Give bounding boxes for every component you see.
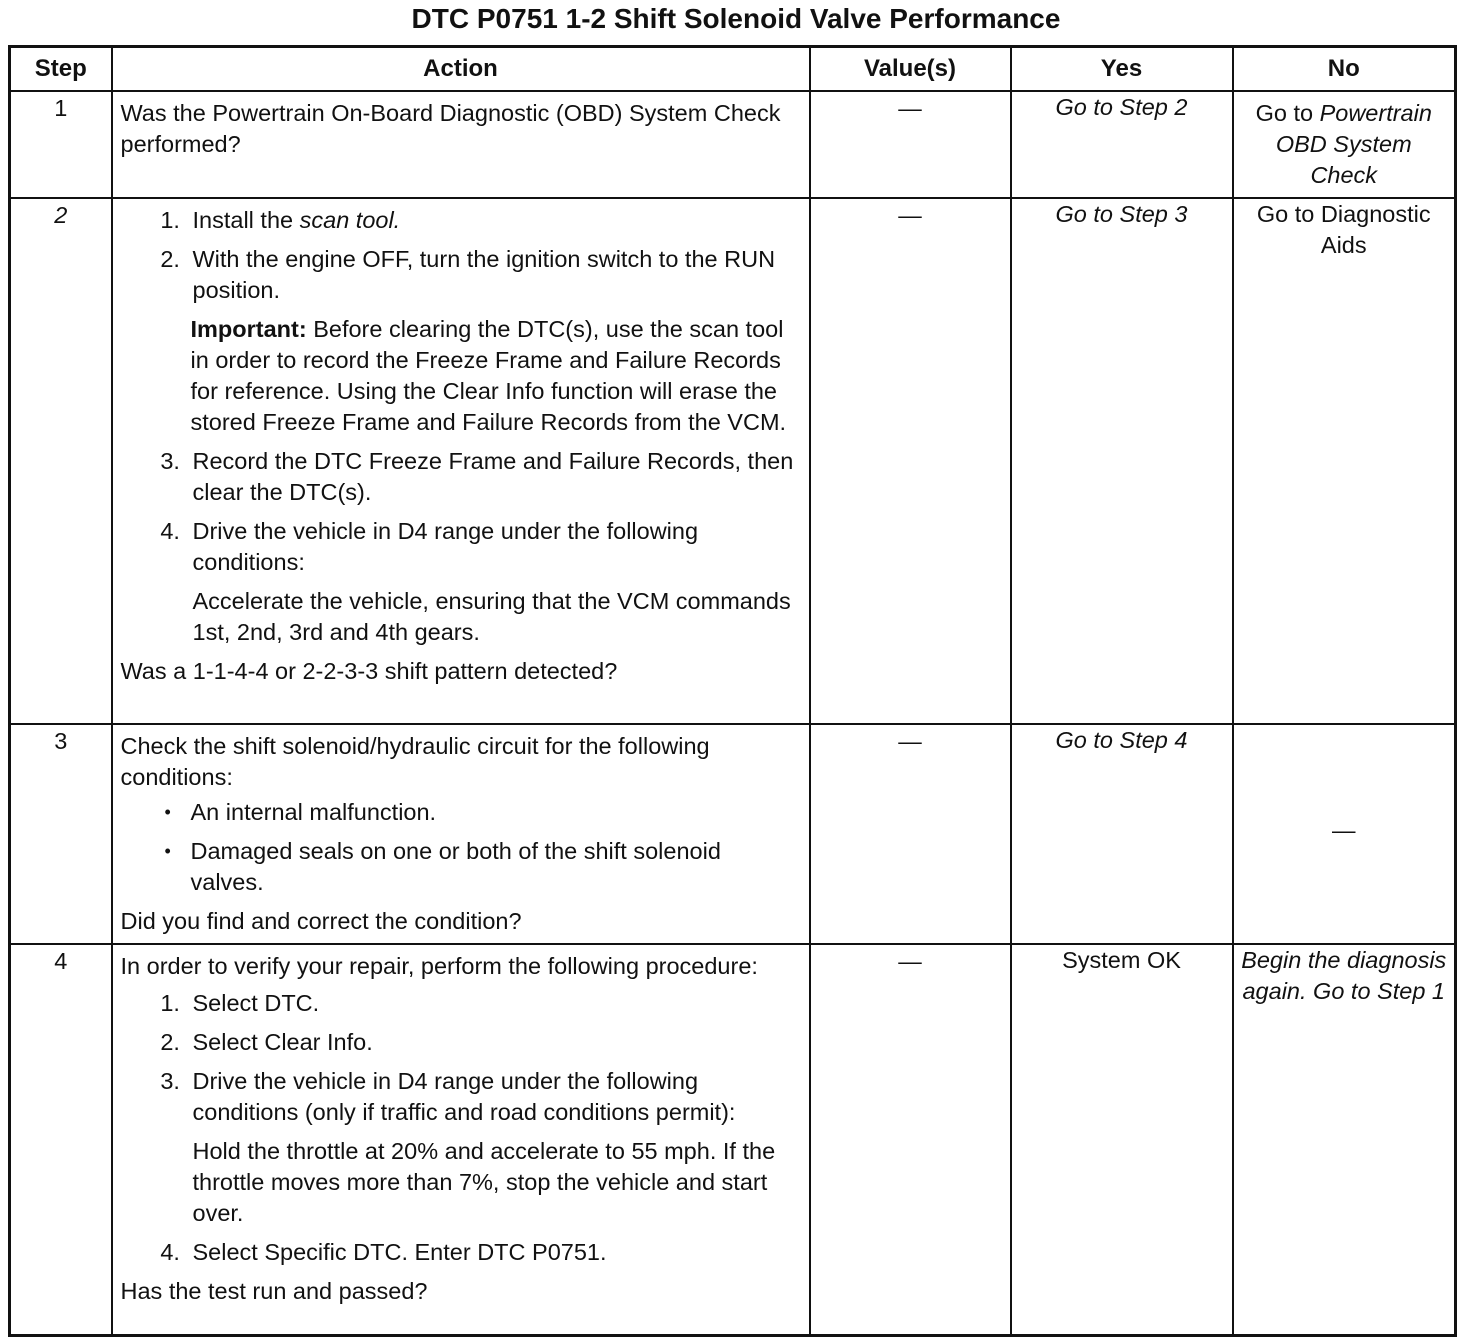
step-row-3: [10, 724, 1456, 944]
value-cell: —: [810, 91, 1011, 198]
step-number: 2: [10, 198, 112, 724]
no-cell: Go to Diagnostic Aids: [1233, 198, 1456, 724]
list-item-text: 3. Drive the vehicle in D4 range under the following conditions (only if traffic and road conditions permit):: [192, 1067, 736, 1125]
action-cell: [112, 91, 810, 198]
header-row: [10, 47, 1456, 91]
no-link: Powertrain OBD System Check: [1275, 99, 1432, 188]
header-step: Step: [10, 47, 112, 91]
yes-cell: System OK: [1011, 944, 1233, 1336]
no-cell: Begin the diagnosis again. Go to Step 1: [1233, 944, 1456, 1336]
action-question: Was a 1-1-4-4 or 2-2-3-3 shift pattern detected?: [120, 657, 618, 684]
header-values: Value(s): [810, 47, 1011, 91]
list-item: 1. Select DTC.: [187, 988, 801, 1019]
action-question: Did you find and correct the condition?: [120, 907, 522, 934]
no-prefix: Go to: [1255, 99, 1314, 126]
list-item: [187, 1066, 801, 1229]
action-question: Was the Powertrain On-Board Diagnostic (OBD) System Check performed?: [120, 99, 781, 157]
action-cell: [112, 198, 810, 724]
step-row-4: [10, 944, 1456, 1336]
action-cell: [112, 724, 810, 944]
value-cell: —: [810, 724, 1011, 944]
scan-tool-term: scan tool.: [299, 206, 401, 233]
step-number: 3: [10, 724, 112, 944]
diagnostic-table: [8, 45, 1457, 1337]
list-item: 2. With the engine OFF, turn the ignition switch to the RUN position.: [187, 244, 801, 306]
procedure-list: [121, 988, 801, 1268]
condition-list: [121, 797, 801, 898]
list-item: • An internal malfunction.: [161, 797, 801, 828]
header-no: No: [1233, 47, 1456, 91]
list-item-subtext: Accelerate the vehicle, ensuring that the VCM commands 1st, 2nd, 3rd and 4th gears.: [192, 587, 791, 645]
list-item: 3. Record the DTC Freeze Frame and Failure Records, then clear the DTC(s).: [187, 446, 801, 508]
action-question: Has the test run and passed?: [120, 1277, 428, 1304]
procedure-list: [121, 446, 801, 648]
list-item: 2. Select Clear Info.: [187, 1027, 801, 1058]
yes-cell: Go to Step 4: [1011, 724, 1233, 944]
list-item-text: 4. Drive the vehicle in D4 range under the following conditions:: [192, 517, 699, 575]
list-item: 4. Select Specific DTC. Enter DTC P0751.: [187, 1237, 801, 1268]
action-cell: [112, 944, 810, 1336]
no-cell: —: [1233, 724, 1456, 944]
step-row-1: [10, 91, 1456, 198]
no-cell: [1233, 91, 1456, 198]
value-cell: —: [810, 198, 1011, 724]
list-item: • Damaged seals on one or both of the shift solenoid valves.: [161, 836, 801, 898]
step-number: 1: [10, 91, 112, 198]
yes-cell: Go to Step 3: [1011, 198, 1233, 724]
list-item: [187, 205, 801, 236]
yes-cell: Go to Step 2: [1011, 91, 1233, 198]
action-intro: Check the shift solenoid/hydraulic circuit for the following conditions:: [120, 732, 710, 790]
list-item-text: Install the: [192, 206, 294, 233]
page-title: DTC P0751 1-2 Shift Solenoid Valve Performance: [411, 3, 1061, 34]
action-intro: In order to verify your repair, perform the following procedure:: [120, 952, 758, 979]
value-cell: —: [810, 944, 1011, 1336]
important-note: [191, 314, 801, 438]
step-row-2: [10, 198, 1456, 724]
important-text: Before clearing the DTC(s), use the scan tool in order to record the Freeze Frame and Failure Records for reference. Using the Clear Info function will erase the stored Freeze Frame and Failure Records from the VCM.: [190, 315, 787, 435]
list-item: [187, 516, 801, 648]
procedure-list: [121, 205, 801, 306]
step-number: 4: [10, 944, 112, 1336]
list-item-subtext: Hold the throttle at 20% and accelerate to 55 mph. If the throttle moves more than 7%, stop the vehicle and start over.: [192, 1137, 776, 1226]
header-yes: Yes: [1011, 47, 1233, 91]
header-action: Action: [112, 47, 810, 91]
important-label: Important:: [190, 315, 307, 342]
